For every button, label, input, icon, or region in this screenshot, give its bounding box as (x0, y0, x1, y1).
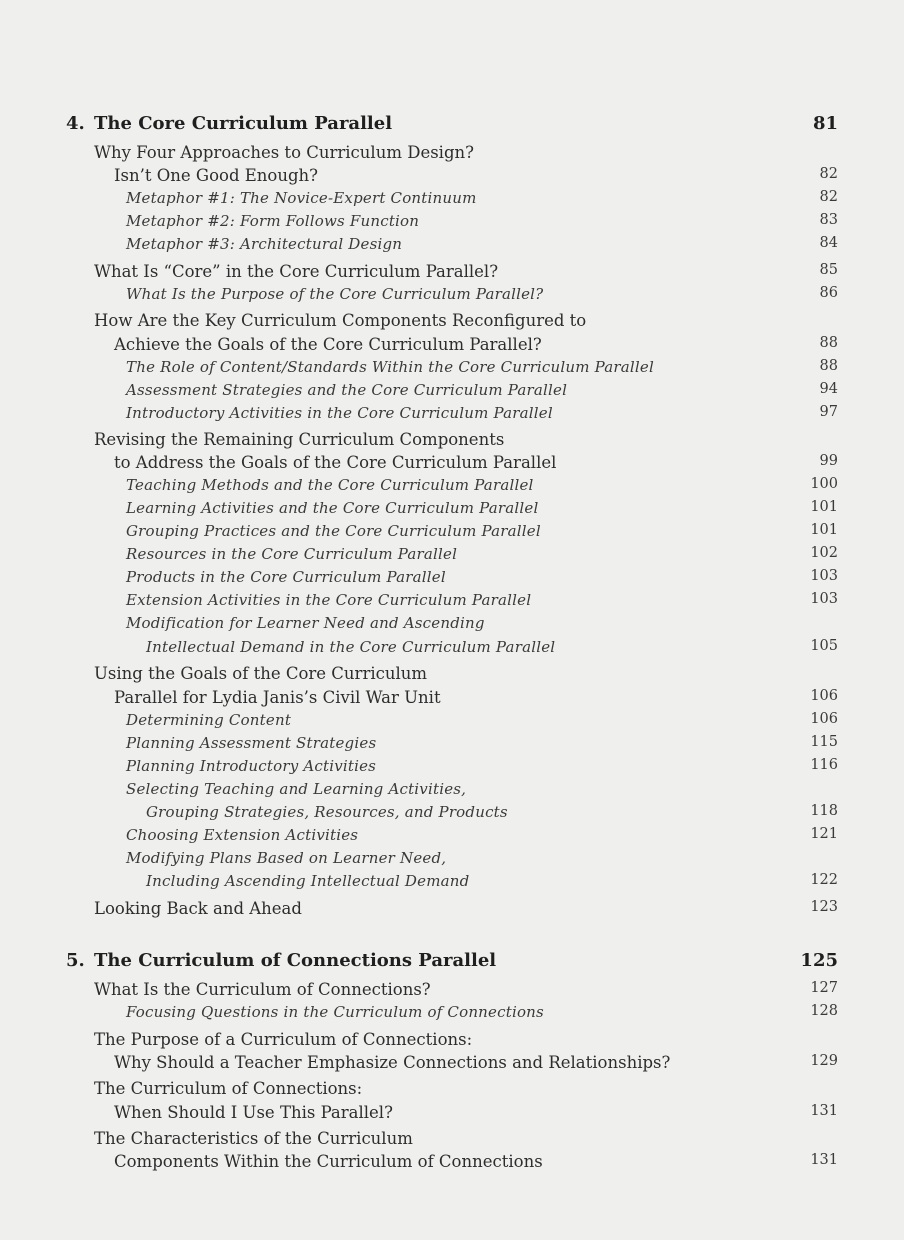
toc-subsection-entry-text: Metaphor #3: Architectural Design (126, 235, 403, 254)
toc-subsection-entry-text: Planning Introductory Activities (126, 756, 377, 775)
toc-subsection-entry-text: Learning Activities and the Core Curriculum Parallel (126, 499, 539, 518)
toc-section-entry-text: How Are the Key Curriculum Components Reconfigured to (94, 311, 587, 331)
toc-subsection-entry-page-number: 86 (819, 284, 838, 301)
toc-subsection-entry-page-number: 83 (819, 212, 838, 229)
toc-subsection-entry-page-number: 122 (810, 872, 838, 889)
toc-subsection-entry-text: Products in the Core Curriculum Parallel (126, 568, 446, 587)
toc-subsection-entry-page-number: 101 (810, 499, 838, 516)
toc-subsection-entry-text: Choosing Extension Activities (126, 825, 359, 844)
toc-subsection-entry-text: Modification for Learner Need and Ascending (126, 614, 485, 633)
toc-section-entry-text: Looking Back and Ahead (94, 898, 302, 918)
toc-subsection-entry-text: Metaphor #2: Form Follows Function (126, 212, 420, 231)
toc-section-entry-text: Components Within the Curriculum of Connections (114, 1152, 543, 1172)
toc-section-entry-page-number: 129 (810, 1052, 838, 1069)
toc-section-entry-page-number: 82 (819, 166, 838, 183)
toc-subsection-entry-page-number: 82 (819, 189, 838, 206)
toc-section-entry-text: Parallel for Lydia Janis’s Civil War Unit (114, 687, 441, 707)
toc-section-entry-text: Isn’t One Good Enough? (114, 166, 319, 186)
toc-subsection-entry-text: Metaphor #1: The Novice-Expert Continuum (126, 189, 477, 208)
toc-section-entry-page-number: 99 (819, 453, 838, 470)
toc-section-entry-text: The Characteristics of the Curriculum (94, 1129, 413, 1149)
toc-section-entry-text: What Is the Curriculum of Connections? (94, 980, 431, 999)
toc-subsection-entry-text: Focusing Questions in the Curriculum of Connections (126, 1003, 544, 1021)
toc-section-entry-page-number: 131 (810, 1152, 838, 1169)
toc-subsection-entry-page-number: 103 (810, 591, 838, 608)
toc-subsection-entry-text: Resources in the Core Curriculum Parallel (126, 545, 458, 564)
toc-subsection-entry-page-number: 84 (819, 235, 838, 252)
chapter-page-number: 125 (800, 950, 838, 971)
toc-subsection-entry-page-number: 88 (819, 357, 838, 374)
toc-subsection-entry-text: Including Ascending Intellectual Demand (146, 872, 470, 891)
toc-section-entry-text: Using the Goals of the Core Curriculum (94, 664, 428, 684)
chapter-number: 5. (66, 950, 85, 971)
toc-section-entry-text: Why Should a Teacher Emphasize Connections and Relationships? (114, 1052, 671, 1072)
toc-subsection-entry-page-number: 94 (819, 380, 838, 397)
chapter-title: The Curriculum of Connections Parallel (94, 950, 497, 971)
toc-subsection-entry-text: Intellectual Demand in the Core Curriculum Parallel (146, 637, 556, 656)
toc-subsection-entry-text: Grouping Strategies, Resources, and Products (146, 802, 508, 821)
toc-section-entry-text: Achieve the Goals of the Core Curriculum Parallel? (114, 334, 542, 354)
toc-section-entry-page-number: 85 (819, 261, 838, 278)
toc-subsection-entry-text: Determining Content (126, 710, 292, 729)
toc-section-entry-page-number: 106 (810, 687, 838, 704)
toc-subsection-entry-page-number: 121 (810, 825, 838, 842)
toc-subsection-entry-page-number: 100 (810, 476, 838, 493)
toc-subsection-entry-page-number: 115 (810, 733, 838, 750)
toc-subsection-entry-text: Extension Activities in the Core Curriculum Parallel (126, 591, 532, 610)
toc-section-entry-text: The Curriculum of Connections: (94, 1079, 363, 1099)
toc-subsection-entry-text: Selecting Teaching and Learning Activities, (126, 779, 467, 798)
chapter-page-number: 81 (812, 113, 838, 134)
toc-subsection-entry-page-number: 97 (819, 403, 838, 420)
chapter-number: 4. (66, 113, 85, 134)
toc-subsection-entry-page-number: 118 (810, 802, 838, 819)
toc-subsection-entry-text: Teaching Methods and the Core Curriculum Parallel (126, 476, 534, 495)
toc-subsection-entry-text: Assessment Strategies and the Core Curriculum Parallel (126, 380, 568, 399)
chapter-title: The Core Curriculum Parallel (94, 113, 393, 134)
toc-section-entry-page-number: 127 (810, 980, 838, 996)
toc-section-entry-page-number: 131 (810, 1102, 838, 1119)
toc-section-entry-text: Revising the Remaining Curriculum Components (94, 430, 505, 450)
toc-subsection-entry-page-number: 105 (810, 637, 838, 654)
toc-section-entry-text: When Should I Use This Parallel? (114, 1102, 393, 1122)
toc-subsection-entry-page-number: 101 (810, 522, 838, 539)
toc-subsection-entry-text: The Role of Content/Standards Within the Core Curriculum Parallel (126, 357, 654, 376)
toc-section-entry-text: What Is “Core” in the Core Curriculum Parallel? (94, 261, 499, 281)
toc-section-entry-page-number: 123 (810, 898, 838, 915)
toc-subsection-entry-page-number: 102 (810, 545, 838, 562)
toc-subsection-entry-page-number: 106 (810, 710, 838, 727)
toc-section-entry-text: Why Four Approaches to Curriculum Design? (94, 143, 474, 162)
toc-subsection-entry-text: Introductory Activities in the Core Curriculum Parallel (126, 403, 553, 422)
toc-subsection-entry-text: Planning Assessment Strategies (126, 733, 377, 752)
toc-section-entry-page-number: 88 (819, 334, 838, 351)
toc-subsection-entry-page-number: 128 (810, 1003, 838, 1019)
toc-section-entry-text: The Purpose of a Curriculum of Connections: (94, 1029, 473, 1049)
toc-subsection-entry-text: Modifying Plans Based on Learner Need, (126, 848, 447, 867)
toc-subsection-entry-text: What Is the Purpose of the Core Curriculum Parallel? (126, 284, 544, 303)
toc-section-entry-text: to Address the Goals of the Core Curriculum Parallel (114, 453, 557, 473)
toc-subsection-entry-page-number: 116 (810, 756, 838, 773)
toc-subsection-entry-page-number: 103 (810, 568, 838, 585)
toc-subsection-entry-text: Grouping Practices and the Core Curriculum Parallel (126, 522, 541, 541)
